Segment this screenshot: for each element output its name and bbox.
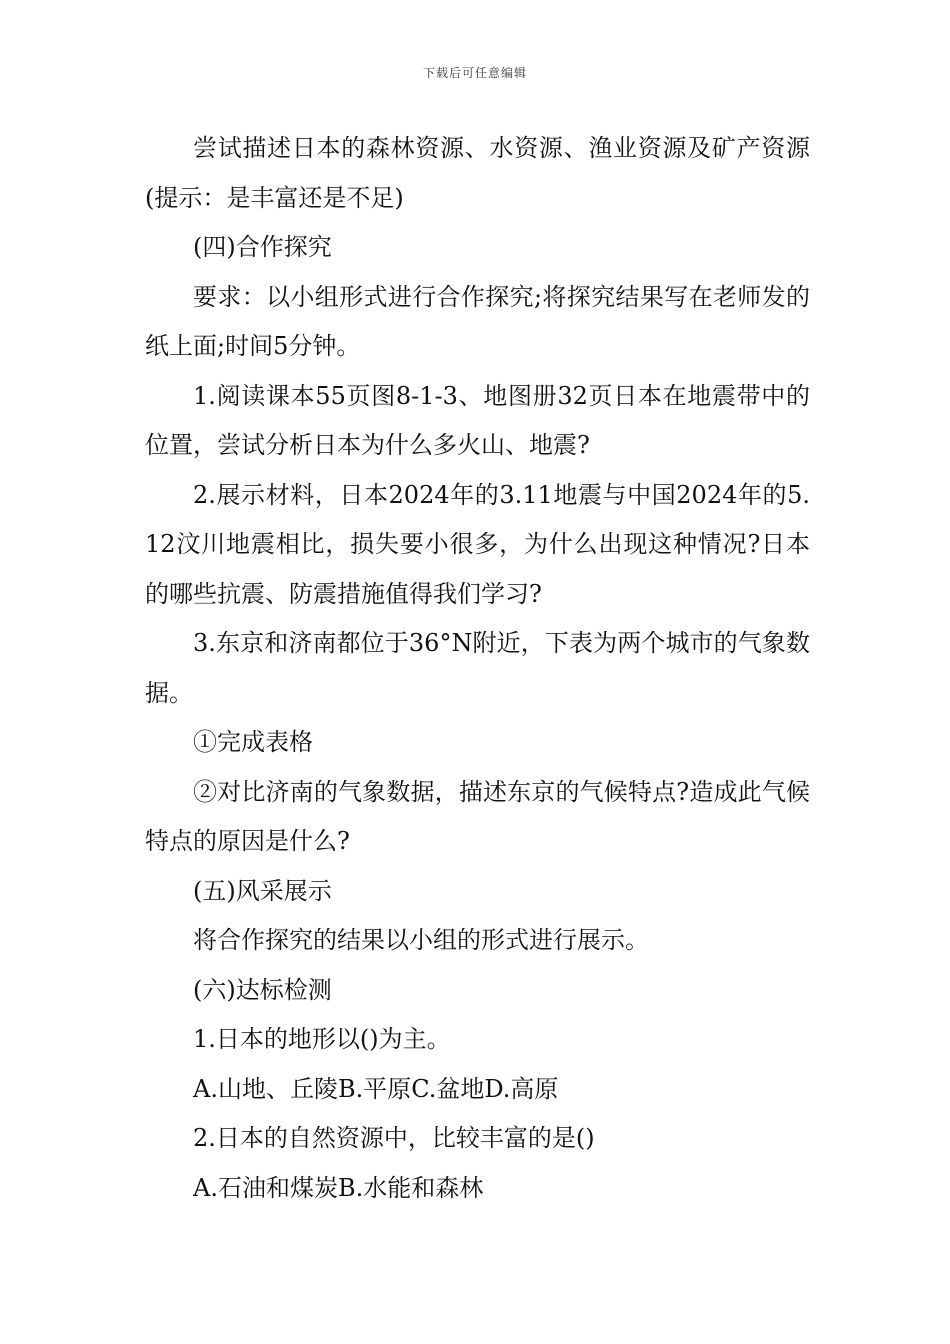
heading-showcase: (五)风采展示 — [193, 876, 332, 905]
paragraph-resources: 尝试描述日本的森林资源、水资源、渔业资源及矿产资源(提示：是丰富还是不足) — [145, 134, 810, 212]
quiz-question-1: 1.日本的地形以()为主。 — [193, 1025, 451, 1053]
page-header-note: 下载后可任意编辑 — [422, 66, 527, 80]
quiz-question-2: 2.日本的自然资源中，比较丰富的是() — [193, 1124, 595, 1152]
paragraph-question-2: 2.展示材料，日本2024年的3.11地震与中国2024年的5.12汶川地震相比，损失要小很多，为什么出现这种情况?日本的哪些抗震、防震措施值得我们学习? — [145, 480, 810, 608]
paragraph-question-3: 3.东京和济南都位于36°N附近，下表为两个城市的气象数据。 — [145, 629, 810, 707]
paragraph-showcase: 将合作探究的结果以小组的形式进行展示。 — [193, 926, 649, 954]
quiz-options-1: A.山地、丘陵B.平原C.盆地D.高原 — [193, 1074, 559, 1103]
paragraph-task-1: ①完成表格 — [193, 728, 313, 756]
paragraph-task-2: ②对比济南的气象数据，描述东京的气候特点?造成此气候特点的原因是什么? — [145, 777, 810, 855]
quiz-options-2: A.石油和煤炭B.水能和森林 — [193, 1173, 484, 1202]
paragraph-requirements: 要求：以小组形式进行合作探究;将探究结果写在老师发的纸上面;时间5分钟。 — [145, 282, 810, 360]
document-body — [145, 124, 810, 1213]
heading-assessment: (六)达标检测 — [193, 975, 332, 1004]
heading-cooperative-inquiry: (四)合作探究 — [193, 233, 332, 261]
paragraph-question-1: 1.阅读课本55页图8-1-3、地图册32页日本在地震带中的位置，尝试分析日本为什么多火山、地震? — [145, 381, 810, 459]
